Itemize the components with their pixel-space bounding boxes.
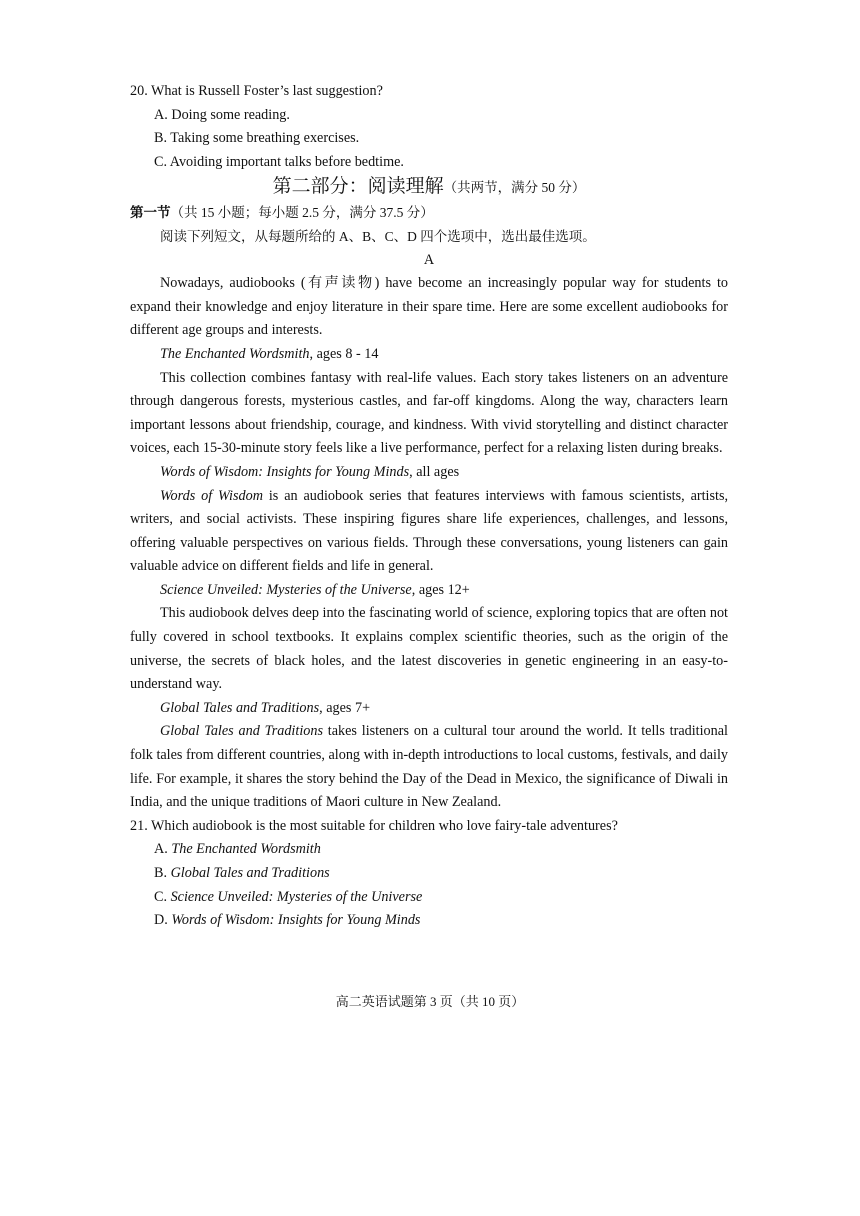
book-ages: , ages 7+ xyxy=(319,699,371,716)
part-2-title-note: （共两节，满分 50 分） xyxy=(443,180,586,196)
option-letter: A. xyxy=(154,841,172,858)
book-entry xyxy=(130,461,728,579)
option-text: Words of Wisdom: Insights for Young Minds xyxy=(171,912,421,929)
book-ages: , ages 8 - 14 xyxy=(309,345,379,362)
book-title: Global Tales and Traditions xyxy=(160,699,320,716)
question-20 xyxy=(130,80,728,174)
book-description-lead: Global Tales and Traditions xyxy=(160,723,323,740)
question-20-option-a: A. Doing some reading. xyxy=(154,106,290,123)
book-description-text: This collection combines fantasy with real-life values. Each story takes listeners on an adventure through dangerous forests, mysterious castles, and far-off kingdoms. Along the way, characters learn important lessons about friendship, courage, and kindness. With vivid storytelling and distinct character voices, each 15-30-minute story feels like a live performance, perfect for a relaxing listen during breaks. xyxy=(130,369,728,457)
option-letter: D. xyxy=(154,912,172,929)
section-1-note: （共 15 小题；每小题 2.5 分，满分 37.5 分） xyxy=(170,205,434,221)
book-title: The Enchanted Wordsmith xyxy=(160,345,310,362)
question-20-stem: 20. What is Russell Foster’s last suggestion? xyxy=(130,83,383,99)
book-ages: , all ages xyxy=(409,463,460,480)
section-1-heading xyxy=(130,201,728,225)
book-entry xyxy=(130,697,728,815)
part-2-title: 第二部分：阅读理解 xyxy=(272,176,444,198)
reading-instruction: 阅读下列短文，从每题所给的 A、B、C、D 四个选项中，选出最佳选项。 xyxy=(160,228,596,244)
question-21-option-a xyxy=(130,838,728,862)
book-description xyxy=(130,602,728,696)
question-20-option-b: B. Taking some breathing exercises. xyxy=(154,130,360,147)
question-21-option-c xyxy=(130,886,728,910)
option-letter: C. xyxy=(154,888,171,905)
book-description xyxy=(130,720,728,814)
book-entry xyxy=(130,343,728,461)
exam-page-body xyxy=(130,80,728,933)
option-text: Science Unveiled: Mysteries of the Universe xyxy=(170,888,423,905)
question-21-option-b xyxy=(130,862,728,886)
book-description-text: takes listeners on a cultural tour around the world. It tells traditional folk tales from different countries, along with in-depth introductions to local customs, festivals, and daily life. For example, it shares the story behind the Day of the Dead in Mexico, the significance of Diwali in India, and the unique traditions of Maori culture in New Zealand. xyxy=(130,723,728,811)
book-heading xyxy=(130,697,728,721)
passage-intro: Nowadays, audiobooks (有声读物) have become an increasingly popular way for students to expand their knowledge and enjoy literature in their spare time. Here are some excellent audiobooks for different age groups and interests. xyxy=(130,275,728,339)
book-description-text: is an audiobook series that features interviews with famous scientists, artists, writers, and social activists. These inspiring figures share life experiences, challenges, and lessons, offering valuable perspectives on various fields. Through these conversations, young listeners can gain valuable advice on different fields and life in general. xyxy=(130,487,729,575)
book-heading xyxy=(130,461,728,485)
book-description xyxy=(130,367,728,461)
question-21-option-d xyxy=(130,909,728,933)
book-ages: , ages 12+ xyxy=(411,581,470,598)
book-entry xyxy=(130,579,728,697)
option-text: The Enchanted Wordsmith xyxy=(171,841,321,858)
option-letter: B. xyxy=(154,865,171,881)
book-heading xyxy=(130,579,728,603)
book-description xyxy=(130,485,728,579)
book-description-text: This audiobook delves deep into the fascinating world of science, exploring topics that are often not fully covered in school textbooks. It explains complex scientific theories, such as the origin of the universe, the secrets of black holes, and the latest discoveries in genetic engineering in an easy-to-understand way. xyxy=(130,605,728,693)
question-20-option-c: C. Avoiding important talks before bedtime. xyxy=(154,153,404,170)
part-2-heading xyxy=(130,174,728,201)
option-text: Global Tales and Traditions xyxy=(170,865,330,881)
passage-letter: A xyxy=(423,251,435,268)
book-description-lead: Words of Wisdom xyxy=(160,487,263,504)
page-footer: 高二英语试题第 3 页（共 10 页） xyxy=(335,994,525,1009)
book-title: Science Unveiled: Mysteries of the Universe xyxy=(160,581,412,598)
question-21-stem: 21. Which audiobook is the most suitable for children who love fairy-tale adventures? xyxy=(130,817,618,834)
book-heading xyxy=(130,343,728,367)
section-1-label: 第一节 xyxy=(130,205,171,221)
question-21 xyxy=(130,815,728,933)
book-title: Words of Wisdom: Insights for Young Minds xyxy=(160,463,410,480)
